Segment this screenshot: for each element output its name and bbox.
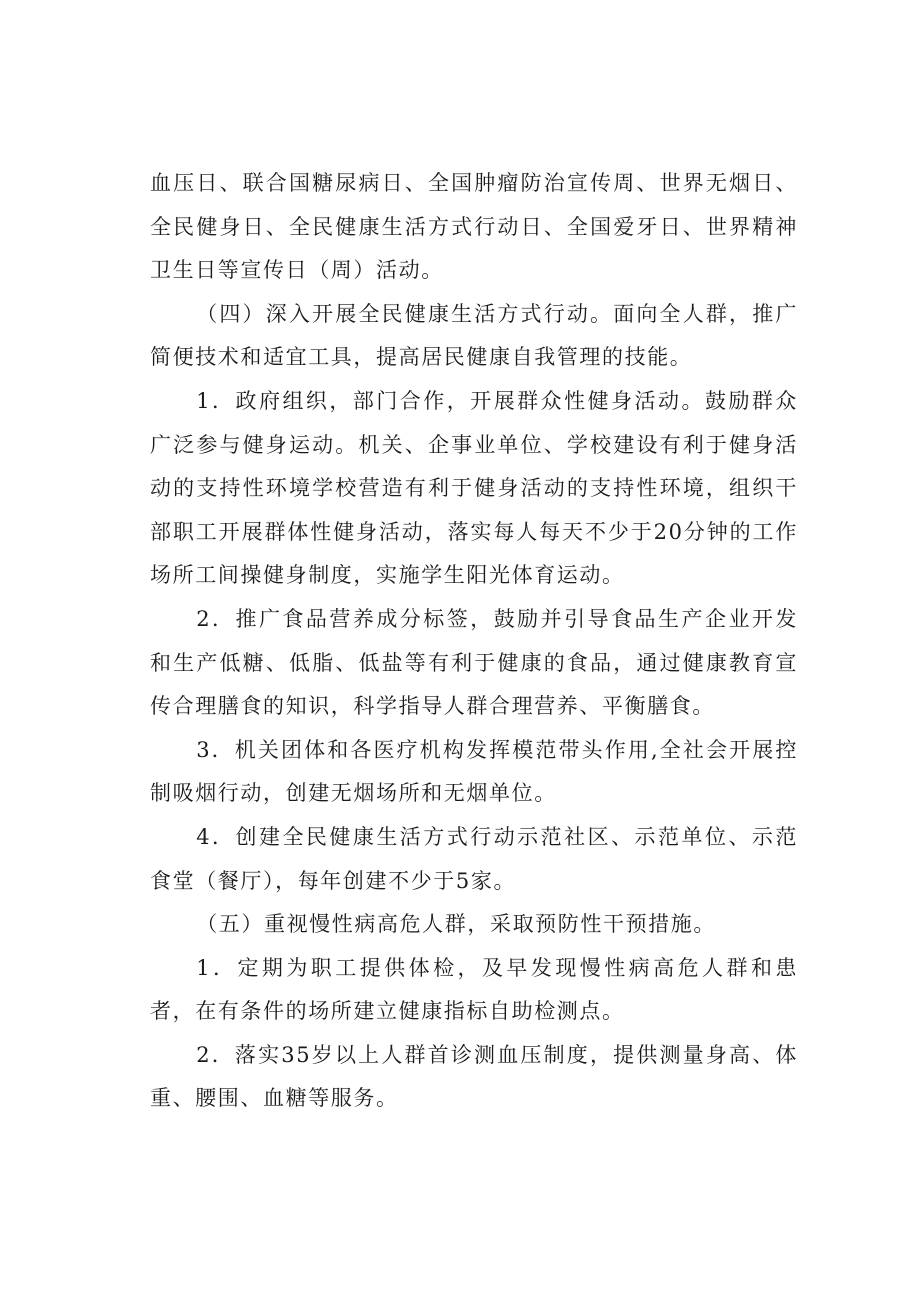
section-heading-five: （五）重视慢性病高危人群，采取预防性干预措施。 bbox=[196, 912, 716, 937]
list-item-3: 3．机关团体和各医疗机构发挥模范带头作用,全社会开展控制吸烟行动，创建无烟场所和无烟单位。 bbox=[150, 737, 798, 806]
list-item-4: 4．创建全民健康生活方式行动示范社区、示范单位、示范食堂（餐厅），每年创建不少于5家。 bbox=[150, 824, 798, 893]
list-item-1: 1．政府组织，部门合作，开展群众性健身活动。鼓励群众广泛参与健身运动。机关、企事业单位、学校建设有利于健身活动的支持性环境学校营造有利于健身活动的支持性环境，组织干部职工开展群体性健身活动，落实每人每天不少于20分钟的工作场所工间操健身制度，实施学生阳光体育运动。 bbox=[150, 388, 798, 588]
list-item-5-2: 2．落实35岁以上人群首诊测血压制度，提供测量身高、体重、腰围、血糖等服务。 bbox=[150, 1042, 798, 1111]
list-item-5-1: 1．定期为职工提供体检，及早发现慢性病高危人群和患者，在有条件的场所建立健康指标自助检测点。 bbox=[150, 955, 798, 1024]
list-item-2: 2．推广食品营养成分标签，鼓励并引导食品生产企业开发和生产低糖、低脂、低盐等有利于健康的食品，通过健康教育宣传合理膳食的知识，科学指导人群合理营养、平衡膳食。 bbox=[150, 606, 798, 719]
section-heading-four: （四）深入开展全民健康生活方式行动。面向全人群，推广简便技术和适宜工具，提高居民健康自我管理的技能。 bbox=[150, 301, 798, 370]
document-body bbox=[150, 162, 798, 1121]
paragraph-continuation: 血压日、联合国糖尿病日、全国肿瘤防治宣传周、世界无烟日、全民健身日、全民健康生活方式行动日、全国爱牙日、世界精神卫生日等宣传日（周）活动。 bbox=[150, 171, 798, 283]
